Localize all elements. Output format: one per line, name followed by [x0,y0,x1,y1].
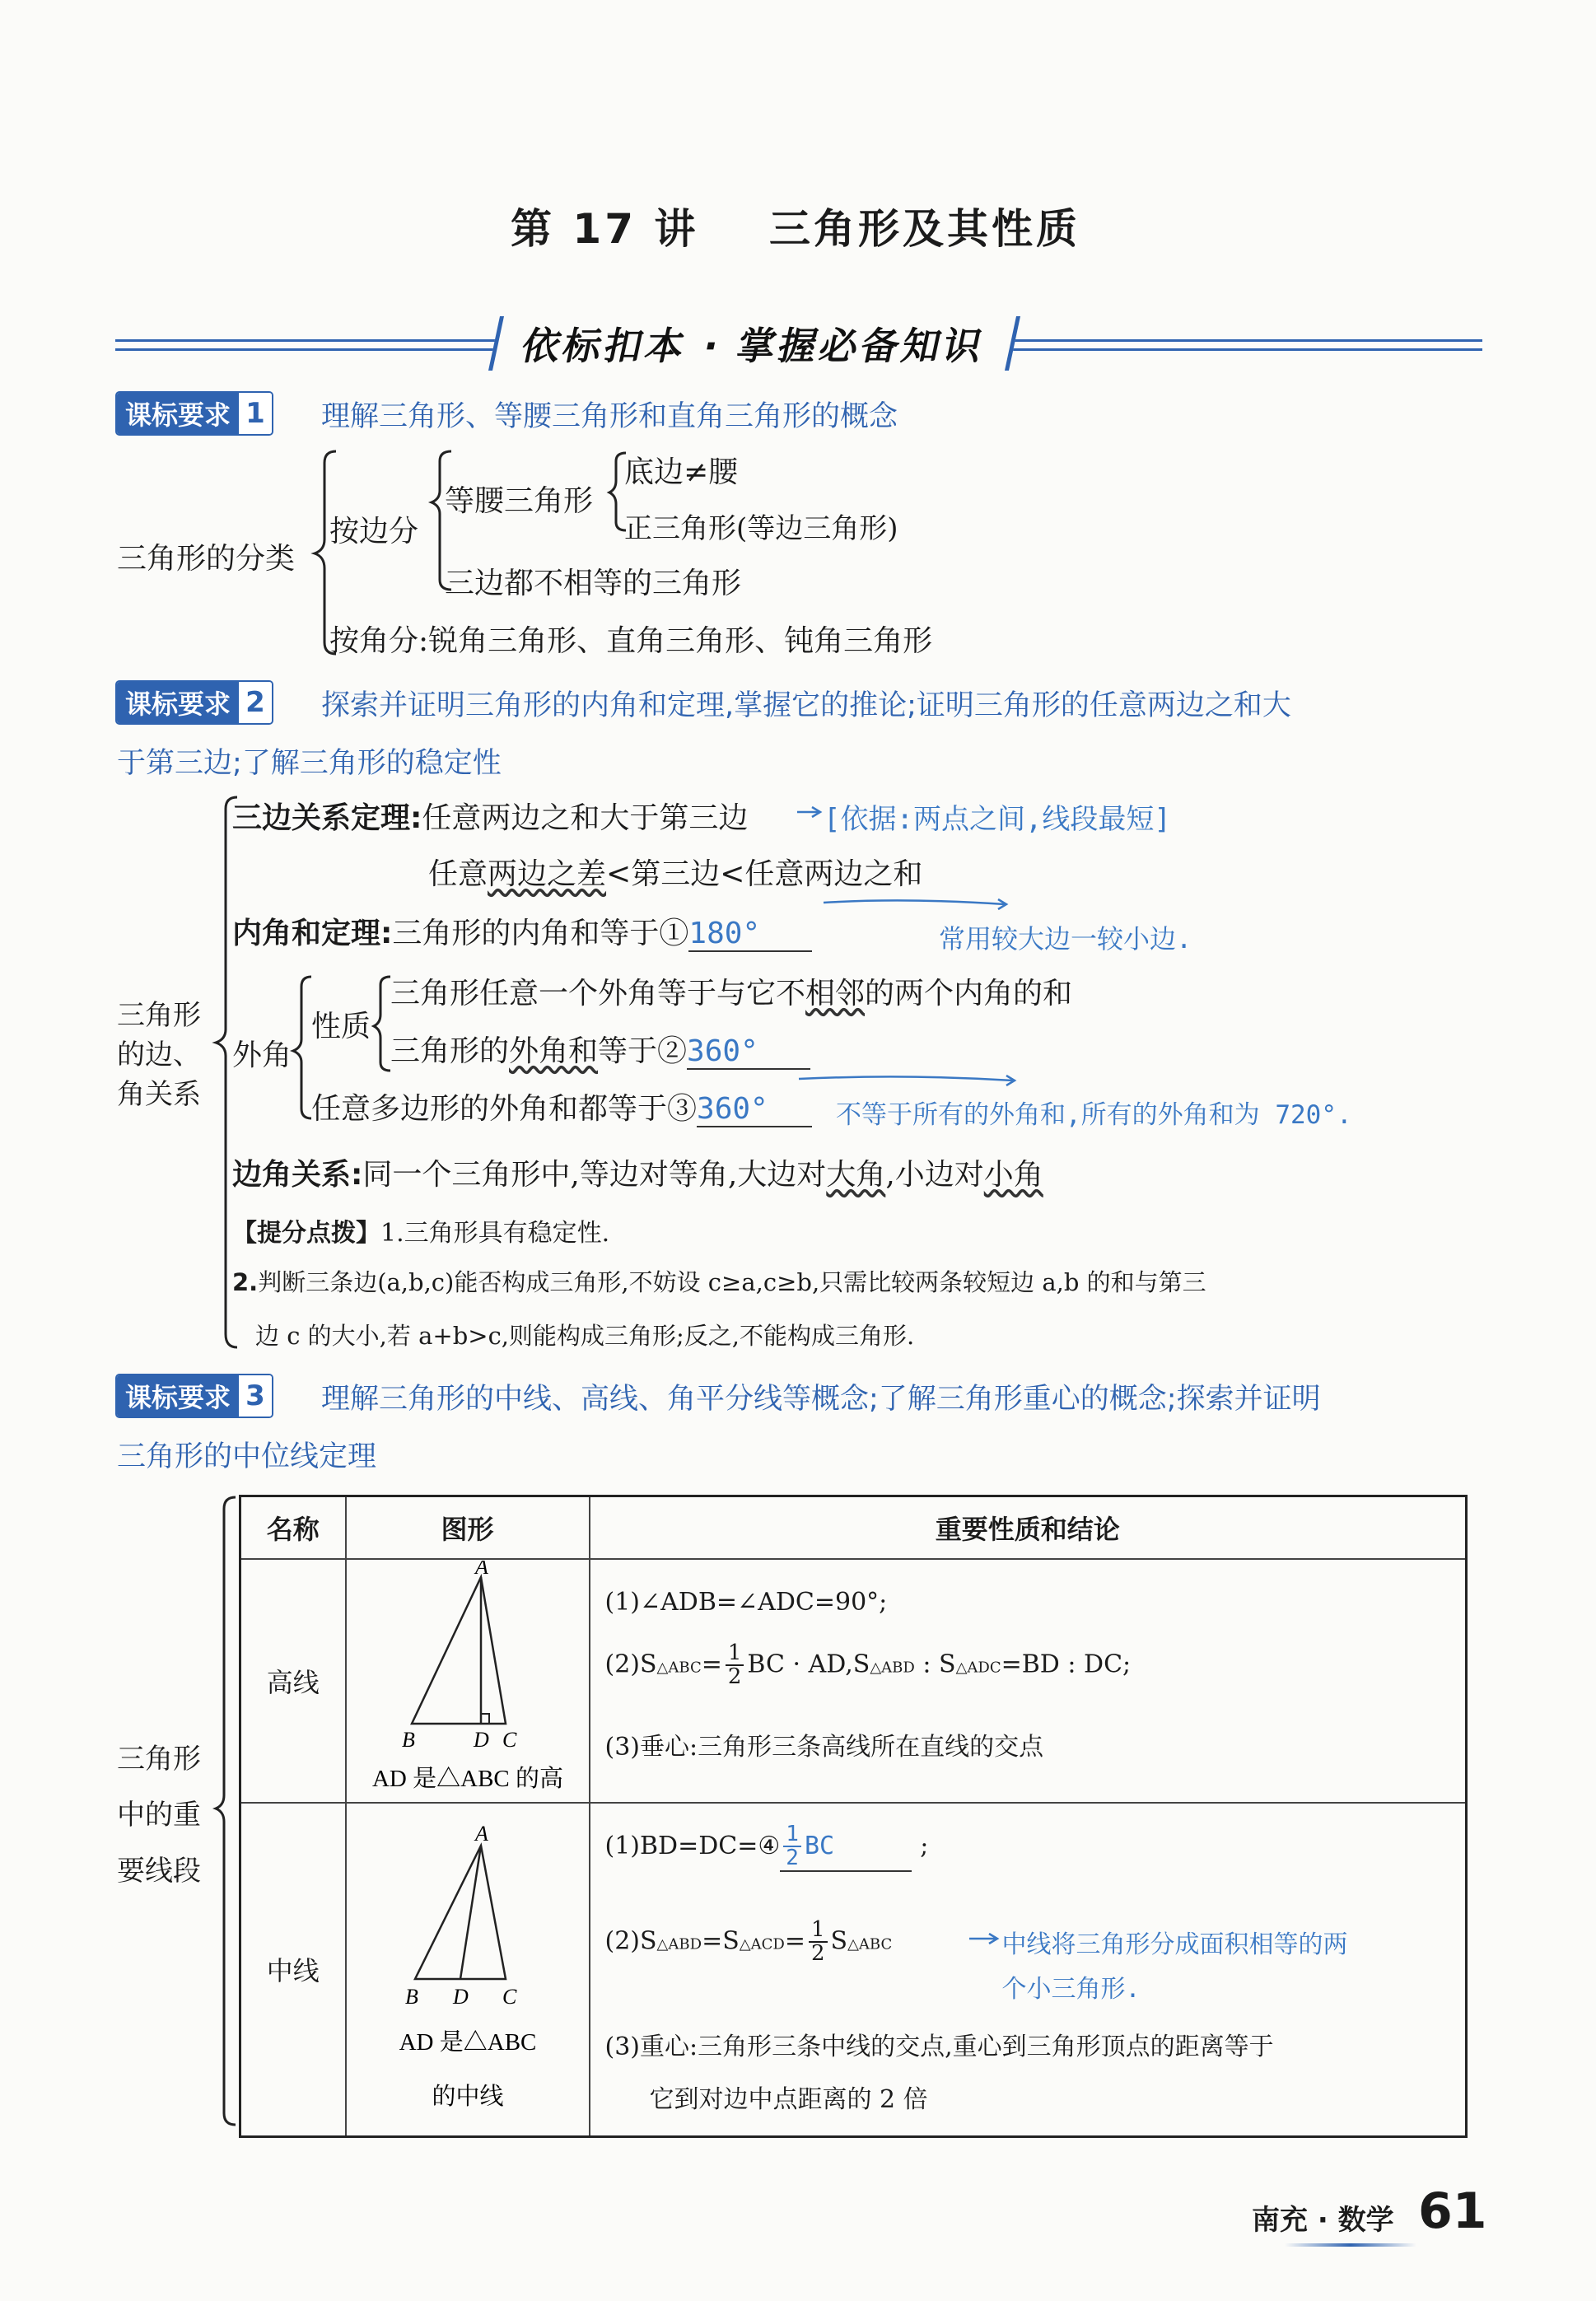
altitude-p1: (1)∠ADB=∠ADC=90°; [604,1588,888,1617]
table-header-row [240,1496,1467,1560]
relation-side-label-2: 的边、 [117,1038,201,1071]
inequality-a: 任意 [428,857,488,891]
note-common: 常用较大边一较小边. [939,923,1192,954]
vertex-d: D [452,1985,469,2009]
med-p2-sub2: △ACD [739,1935,785,1953]
med-p2-b: =S [702,1926,740,1956]
ext-p1-b: 相邻 [805,977,866,1010]
med-p2-a: (2)S [604,1926,657,1956]
edge-angle-c: ,小边对 [885,1158,984,1192]
page-title: 第 17 讲 三角形及其性质 [511,205,1081,253]
vertex-a: A [474,1561,488,1579]
tip-2-num: 2. [232,1268,259,1296]
segments-side-label-1: 三角形 [117,1743,201,1776]
alt-p2-b: = [701,1650,722,1679]
alt-p2-c: BC · AD,S [747,1650,870,1679]
req-text-1: 理解三角形、等腰三角形和直角三角形的概念 [321,400,898,433]
median-triangle-figure [348,1804,588,2134]
segments-table [239,1495,1468,2138]
frac-den: 2 [727,1664,742,1690]
answer-4 [780,1823,912,1872]
frac-num: 1 [809,1919,828,1943]
classification-root: 三角形的分类 [117,542,296,576]
median-properties [590,1803,1467,2136]
median-note-1: 中线将三角形分成面积相等的两 [1001,1930,1348,1959]
ext-p2-b: 外角和 [509,1034,599,1068]
median-note-2: 个小三角形. [1001,1975,1141,2004]
by-angle-label: 按角分:锐角三角形、直角三角形、钝角三角形 [329,624,933,658]
tip-row-1 [232,1212,609,1249]
property-label: 性质 [311,1010,371,1043]
vertex-b: B [404,1985,418,2009]
footer-rule [1285,2243,1416,2247]
by-side-label: 按边分 [329,515,419,548]
altitude-caption: AD 是△ABC 的高 [371,1766,563,1792]
median-triangle [415,1846,506,1979]
table-row-altitude [240,1559,1467,1803]
altitude-triangle [412,1577,506,1724]
med-p2-sub3: △ABC [847,1935,893,1953]
angle-sum-row [232,910,812,952]
exterior-poly-text: 任意多边形的外角和都等于③ [311,1092,698,1126]
req-badge-label: 课标要求 [117,682,239,723]
table-row-median [240,1803,1467,2136]
answer-4-tail: BC [804,1831,835,1860]
req-badge-2 [115,680,273,725]
edge-angle-d: 小角 [983,1158,1043,1192]
med-p2-sub1: △ABD [656,1935,702,1953]
med-p1-end: ; [920,1831,929,1860]
frac-den: 2 [810,1941,825,1967]
segments-side-label-2: 中的重 [117,1799,201,1832]
footer-region: 南充 · 数学 [1252,2204,1394,2237]
ext-p2-a: 三角形的 [390,1034,510,1068]
median-name: 中线 [240,1803,346,2136]
page-number: 61 [1418,2182,1487,2240]
med-p2-c: = [784,1926,805,1956]
median-figure-cell [346,1803,590,2136]
req-badge-3 [115,1374,273,1418]
ext-p1-c: 的两个内角的和 [865,977,1073,1010]
ext-p1-a: 三角形任意一个外角等于与它不 [390,977,806,1010]
base-ne-leg: 底边≠腰 [624,455,739,489]
altitude-properties [590,1559,1467,1803]
edge-angle-label: 边角关系: [232,1158,363,1192]
vertex-a: A [474,1822,488,1846]
side-relation-label: 三边关系定理: [232,801,422,835]
inequality-row [428,851,922,893]
exterior-prop-1 [390,970,1072,1012]
median-caption-1: AD 是△ABC [399,2029,536,2056]
req-badge-num: 2 [239,682,272,723]
side-relation-row [232,795,748,837]
edge-angle-a: 同一个三角形中,等边对等角,大边对 [362,1158,827,1192]
header-figure: 图形 [346,1496,590,1560]
answer-2: 360° [687,1034,810,1070]
edge-angle-row [232,1151,1043,1193]
note-exterior: 不等于所有的外角和,所有的外角和为 720°. [836,1100,1352,1130]
ext-p2-c: 等于② [598,1034,688,1068]
alt-p2-e: =BD : DC; [1001,1650,1132,1679]
median-note-arrow [968,1930,1001,1947]
angle-sum-text: 三角形的内角和等于① [392,917,689,950]
exterior-prop-2 [390,1028,810,1070]
header-properties: 重要性质和结论 [590,1496,1467,1560]
frac-den: 2 [786,1846,799,1871]
median-p3-b: 它到对边中点距离的 2 倍 [649,2085,928,2114]
alt-p2-frac [726,1642,744,1689]
req-text-2-line1: 探索并证明三角形的内角和定理,掌握它的推论;证明三角形的任意两边之和大 [321,689,1291,722]
req-badge-1 [115,391,273,436]
alt-p2-sub2: △ABD [870,1659,915,1677]
req-badge-label: 课标要求 [117,1375,239,1417]
altitude-p3: (3)垂心:三角形三条高线所在直线的交点 [604,1733,1044,1762]
vertex-c: C [502,1728,516,1752]
note-basis: [依据:两点之间,线段最短] [824,803,1171,836]
req-badge-num: 1 [239,393,272,434]
altitude-figure-cell [346,1559,590,1803]
exterior-poly [311,1085,812,1127]
med-p2-frac [809,1919,828,1966]
answer-4-frac [783,1823,801,1870]
inequality-c: <第三边<任意两边之和 [606,857,923,891]
frac-num: 1 [783,1823,801,1847]
alt-p2-sub1: △ABC [656,1659,702,1677]
equilateral-label: 正三角形(等边三角形) [624,512,898,545]
edge-angle-b: 大角 [826,1158,886,1192]
alt-p2-d: : S [914,1650,956,1679]
tip-2-a: 判断三条边(a,b,c)能否构成三角形,不妨设 c≥a,c≥b,只需比较两条较短边 a,b 的和与第三 [258,1268,1206,1296]
vertex-c: C [502,1985,516,2009]
header-name: 名称 [240,1496,346,1560]
relation-side-label-1: 三角形 [117,999,201,1032]
section-banner: 依标扣本 · 掌握必备知识 [488,316,1020,371]
answer-3: 360° [697,1092,812,1127]
req-badge-num: 3 [239,1375,272,1417]
median-p2 [605,1919,893,1966]
exterior-angle-label: 外角 [232,1038,292,1072]
frac-num: 1 [726,1642,744,1666]
answer-1: 180° [688,917,812,952]
alt-p2-sub3: △ADC [955,1659,1001,1677]
isosceles-label: 等腰三角形 [445,484,594,518]
med-p1-a: (1)BD=DC=④ [604,1831,781,1860]
side-relation-text: 任意两边之和大于第三边 [422,801,749,835]
vertex-d: D [473,1728,489,1752]
alt-p2-a: (2)S [604,1650,657,1679]
req-badge-label: 课标要求 [117,393,239,434]
tip-row-3: 边 c 的大小,若 a+b>c,则能构成三角形;反之,不能构成三角形. [255,1322,915,1350]
altitude-p2 [605,1642,1132,1689]
tip-row-2 [232,1264,1206,1298]
median-caption-2: 的中线 [431,2084,504,2111]
segments-side-label-3: 要线段 [117,1855,201,1888]
altitude-name: 高线 [240,1559,346,1803]
req-text-2-line2: 于第三边;了解三角形的稳定性 [117,747,502,780]
altitude-triangle-figure [348,1561,588,1801]
relation-side-label-3: 角关系 [117,1078,201,1111]
inequality-b: 两边之差 [488,857,607,891]
med-p2-d: S [830,1926,848,1956]
tip-label: 【提分点拨】 [232,1219,380,1248]
tip-1: 1.三角形具有稳定性. [380,1219,610,1248]
angle-sum-label: 内角和定理: [232,917,393,950]
req-text-3-line1: 理解三角形的中线、高线、角平分线等概念;了解三角形重心的概念;探索并证明 [321,1383,1321,1416]
median-p1 [605,1823,929,1872]
median-p3-a: (3)重心:三角形三条中线的交点,重心到三角形顶点的距离等于 [604,2033,1274,2061]
right-angle-mark [481,1714,489,1724]
scalene-label: 三边都不相等的三角形 [445,567,742,600]
req-text-3-line2: 三角形的中位线定理 [117,1440,377,1473]
vertex-b: B [401,1728,415,1752]
